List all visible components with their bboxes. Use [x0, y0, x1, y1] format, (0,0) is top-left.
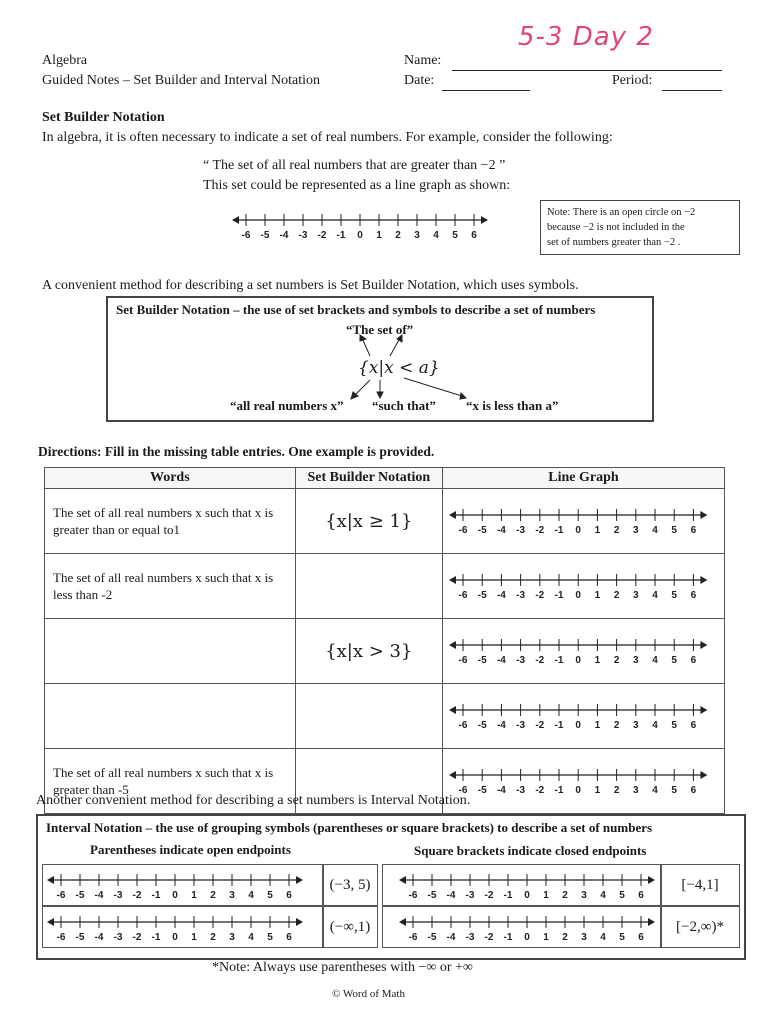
graph-cell — [42, 906, 324, 948]
right-arrowhead — [700, 576, 707, 584]
right-arrowhead — [700, 641, 707, 649]
tick-label: -6 — [56, 932, 66, 943]
intro-paragraph: In algebra, it is often necessary to indicate a set of real numbers. For example, consider the following: — [42, 130, 613, 145]
handwritten-lesson-label: 5-3 Day 2 — [518, 22, 654, 52]
tick-label: -6 — [408, 890, 418, 901]
tick-label: -6 — [458, 655, 468, 666]
tick-label: -3 — [113, 932, 123, 943]
tick-label: 2 — [562, 890, 568, 901]
label-less-than: “x is less than a” — [466, 398, 559, 413]
tick-label: -4 — [496, 590, 506, 601]
right-arrowhead — [700, 511, 707, 519]
graph-cell — [382, 864, 662, 906]
tick-label: -3 — [516, 720, 526, 731]
tick-label: 6 — [690, 785, 697, 796]
table-row — [45, 684, 725, 749]
tick-label: 3 — [633, 655, 639, 666]
tick-label: -1 — [554, 525, 564, 536]
parentheses-header: Parentheses indicate open endpoints — [90, 842, 291, 857]
tick-label: 0 — [172, 890, 178, 901]
tick-label: -6 — [241, 230, 251, 241]
tick-label: -2 — [317, 230, 327, 241]
tick-label: 2 — [562, 932, 568, 943]
tick-label: -6 — [408, 932, 418, 943]
tick-label: -6 — [56, 890, 66, 901]
tick-label: -3 — [465, 890, 475, 901]
number-line — [443, 694, 724, 734]
tick-label: -2 — [132, 932, 142, 943]
number-line — [43, 907, 323, 947]
tick-label: -2 — [535, 590, 545, 601]
words-cell[interactable]: The set of all real numbers x such that x is less than -2 — [45, 554, 296, 619]
tick-label: 4 — [248, 890, 254, 901]
tick-label: 1 — [594, 785, 601, 796]
tick-label: 2 — [613, 785, 620, 796]
tick-label: 4 — [652, 655, 658, 666]
set-builder-definition-box — [106, 296, 654, 422]
tick-label: -1 — [503, 932, 513, 943]
tick-label: -1 — [151, 932, 161, 943]
tick-label: 1 — [543, 932, 549, 943]
right-arrowhead — [296, 918, 303, 926]
tick-label: -4 — [496, 525, 506, 536]
tick-label: -3 — [113, 890, 123, 901]
tick-label: 4 — [652, 525, 658, 536]
example-quote: “ The set of all real numbers that are greater than −2 ” — [203, 158, 506, 173]
copyright: © Word of Math — [332, 988, 405, 1000]
tick-label: 2 — [613, 590, 620, 601]
right-arrowhead — [700, 771, 707, 779]
tick-label: 4 — [600, 890, 606, 901]
tick-label: 3 — [633, 720, 639, 731]
date-field[interactable] — [442, 74, 530, 91]
name-field[interactable] — [452, 54, 722, 71]
right-arrowhead — [296, 876, 303, 884]
tick-label: 5 — [671, 525, 677, 536]
table-row — [45, 619, 725, 684]
words-cell[interactable] — [45, 684, 296, 749]
tick-label: 0 — [172, 932, 178, 943]
right-arrowhead — [648, 876, 655, 884]
tick-label: -6 — [458, 590, 468, 601]
interval-cell: (−∞,1) — [322, 906, 378, 948]
tick-label: -3 — [298, 230, 308, 241]
tick-label: 5 — [267, 932, 273, 943]
footnote: *Note: Always use parentheses with −∞ or +∞ — [212, 960, 473, 975]
words-cell[interactable]: The set of all real numbers x such that x is greater than or equal to1 — [45, 489, 296, 554]
graph-cell[interactable] — [442, 554, 724, 619]
tick-label: -5 — [427, 932, 437, 943]
tick-label: -4 — [94, 890, 104, 901]
tick-label: 0 — [575, 720, 581, 731]
tick-label: 6 — [638, 932, 644, 943]
tick-label: -2 — [535, 655, 545, 666]
header-words: Words — [45, 468, 296, 489]
left-arrowhead — [449, 576, 456, 584]
tick-label: 4 — [433, 230, 439, 241]
tick-label: 0 — [575, 590, 581, 601]
period-field[interactable] — [662, 74, 722, 91]
period-label: Period: — [612, 73, 653, 88]
tick-label: 1 — [594, 525, 601, 536]
tick-label: -4 — [446, 932, 456, 943]
tick-label: -4 — [279, 230, 289, 241]
number-line — [443, 499, 724, 539]
tick-label: 3 — [581, 932, 587, 943]
sbn-cell[interactable] — [295, 554, 442, 619]
name-label: Name: — [404, 53, 442, 68]
tick-label: 3 — [633, 525, 639, 536]
sbn-cell[interactable]: {x|x > 3} — [295, 619, 442, 684]
right-arrowhead — [700, 706, 707, 714]
tick-label: 2 — [395, 230, 401, 241]
tick-label: -1 — [554, 720, 564, 731]
tick-label: 0 — [575, 655, 581, 666]
tick-label: -2 — [535, 720, 545, 731]
words-cell[interactable]: The set of all real numbers x such that x is greater than -5 — [45, 749, 296, 814]
tick-label: 1 — [191, 932, 197, 943]
tick-label: 3 — [633, 785, 639, 796]
number-line — [443, 629, 724, 669]
graph-cell[interactable] — [442, 489, 724, 554]
tick-label: 5 — [452, 230, 458, 241]
sbn-cell[interactable]: {x|x ≥ 1} — [295, 489, 442, 554]
tick-label: 6 — [690, 720, 697, 731]
header-set-builder: Set Builder Notation — [295, 468, 442, 489]
tick-label: 2 — [210, 932, 216, 943]
tick-label: 6 — [471, 230, 477, 241]
set-builder-definition: Set Builder Notation – the use of set brackets and symbols to describe a set of numbers — [116, 302, 596, 317]
tick-label: -1 — [554, 655, 564, 666]
tick-label: -1 — [554, 785, 564, 796]
label-all-real-numbers: “all real numbers x” — [230, 398, 344, 413]
number-line — [383, 907, 661, 947]
header-line-graph: Line Graph — [442, 468, 724, 489]
section-heading-set-builder: Set Builder Notation — [42, 110, 165, 125]
tick-label: -4 — [446, 890, 456, 901]
directions-text: Directions: Fill in the missing table entries. One example is provided. — [38, 444, 435, 459]
tick-label: 1 — [191, 890, 197, 901]
tick-label: -6 — [458, 785, 468, 796]
tick-label: 5 — [619, 932, 625, 943]
tick-label: -5 — [260, 230, 270, 241]
tick-label: -4 — [94, 932, 104, 943]
tick-label: -5 — [477, 655, 487, 666]
tick-label: 5 — [619, 890, 625, 901]
tick-label: 1 — [594, 720, 601, 731]
left-arrowhead — [47, 876, 54, 884]
tick-label: 3 — [633, 590, 639, 601]
tick-label: -5 — [477, 525, 487, 536]
left-arrowhead — [449, 706, 456, 714]
tick-label: 6 — [690, 655, 697, 666]
interval-notation-box — [36, 814, 746, 960]
tick-label: -4 — [496, 785, 506, 796]
interval-intro: Another convenient method for describing a set numbers is Interval Notation. — [36, 793, 471, 808]
tick-label: 1 — [594, 590, 601, 601]
tick-label: -2 — [132, 890, 142, 901]
subject-label: Algebra — [42, 53, 88, 68]
table-row — [45, 489, 725, 554]
tick-label: 3 — [229, 890, 235, 901]
tick-label: 6 — [690, 525, 697, 536]
tick-label: 0 — [575, 785, 581, 796]
interval-definition: Interval Notation – the use of grouping symbols (parentheses or square brackets) to describe a set of numbers — [46, 820, 653, 835]
tick-label: 4 — [652, 720, 658, 731]
tick-label: 2 — [613, 720, 620, 731]
graph-cell — [382, 906, 662, 948]
tick-label: -2 — [484, 890, 494, 901]
interval-cell: [−4,1] — [660, 864, 740, 906]
graph-cell[interactable] — [442, 684, 724, 749]
right-arrowhead — [648, 918, 655, 926]
set-builder-table — [44, 467, 725, 814]
tick-label: -3 — [516, 525, 526, 536]
tick-label: 0 — [357, 230, 363, 241]
tick-label: 5 — [671, 590, 677, 601]
sbn-cell[interactable] — [295, 684, 442, 749]
graph-cell[interactable] — [442, 619, 724, 684]
tick-label: 0 — [524, 890, 530, 901]
tick-label: 5 — [671, 655, 677, 666]
table-header-row — [45, 468, 725, 489]
label-such-that: “such that” — [372, 398, 436, 413]
tick-label: -1 — [554, 590, 564, 601]
interval-cell: (−3, 5) — [322, 864, 378, 906]
tick-label: 3 — [581, 890, 587, 901]
set-builder-expression: {x|x < a} — [358, 358, 440, 378]
words-cell[interactable] — [45, 619, 296, 684]
tick-label: -3 — [516, 655, 526, 666]
tick-label: 0 — [524, 932, 530, 943]
tick-label: -3 — [465, 932, 475, 943]
number-line — [383, 865, 661, 905]
note-box — [540, 200, 740, 255]
graph-cell[interactable] — [442, 749, 724, 814]
note-line-3: set of numbers greater than −2 . — [547, 237, 681, 248]
tick-label: 3 — [414, 230, 420, 241]
tick-label: -5 — [477, 785, 487, 796]
left-arrowhead — [232, 216, 239, 224]
date-label: Date: — [404, 73, 435, 88]
left-arrowhead — [399, 876, 406, 884]
tick-label: 6 — [690, 590, 697, 601]
tick-label: -2 — [484, 932, 494, 943]
graph-intro: This set could be represented as a line graph as shown: — [203, 178, 511, 193]
tick-label: 5 — [671, 720, 677, 731]
tick-label: 0 — [575, 525, 581, 536]
tick-label: 1 — [543, 890, 549, 901]
tick-label: 2 — [613, 655, 620, 666]
note-line-1: Note: There is an open circle on −2 — [547, 207, 696, 218]
tick-label: 1 — [594, 655, 601, 666]
convenient-method-text: A convenient method for describing a set numbers is Set Builder Notation, which uses symbols. — [42, 278, 579, 293]
tick-label: -5 — [427, 890, 437, 901]
right-arrowhead — [481, 216, 488, 224]
tick-label: -6 — [458, 525, 468, 536]
tick-label: -2 — [535, 525, 545, 536]
tick-label: 4 — [652, 785, 658, 796]
tick-label: 6 — [286, 932, 292, 943]
left-arrowhead — [399, 918, 406, 926]
tick-label: 2 — [613, 525, 620, 536]
left-arrowhead — [47, 918, 54, 926]
tick-label: -3 — [516, 590, 526, 601]
table-row — [45, 554, 725, 619]
label-the-set-of: “The set of” — [346, 322, 414, 337]
tick-label: -5 — [75, 890, 85, 901]
tick-label: 4 — [652, 590, 658, 601]
tick-label: -5 — [477, 590, 487, 601]
tick-label: -1 — [503, 890, 513, 901]
tick-label: -3 — [516, 785, 526, 796]
note-line-2: because −2 is not included in the — [547, 222, 685, 233]
tick-label: 6 — [286, 890, 292, 901]
left-arrowhead — [449, 641, 456, 649]
number-line — [443, 759, 724, 799]
interval-cell: [−2,∞)* — [660, 906, 740, 948]
tick-label: 2 — [210, 890, 216, 901]
tick-label: -5 — [477, 720, 487, 731]
tick-label: 4 — [600, 932, 606, 943]
tick-label: -5 — [75, 932, 85, 943]
number-line — [43, 865, 323, 905]
tick-label: -6 — [458, 720, 468, 731]
tick-label: 1 — [376, 230, 382, 241]
tick-label: -4 — [496, 720, 506, 731]
tick-label: -1 — [336, 230, 346, 241]
tick-label: -4 — [496, 655, 506, 666]
tick-label: -1 — [151, 890, 161, 901]
example-number-line — [230, 202, 500, 242]
tick-label: -2 — [535, 785, 545, 796]
left-arrowhead — [449, 511, 456, 519]
tick-label: 5 — [267, 890, 273, 901]
brackets-header: Square brackets indicate closed endpoints — [414, 843, 647, 858]
number-line — [443, 564, 724, 604]
left-arrowhead — [449, 771, 456, 779]
tick-label: 6 — [638, 890, 644, 901]
tick-label: 5 — [671, 785, 677, 796]
tick-label: 3 — [229, 932, 235, 943]
graph-cell — [42, 864, 324, 906]
document-title: Guided Notes – Set Builder and Interval Notation — [42, 73, 320, 88]
tick-label: 4 — [248, 932, 254, 943]
